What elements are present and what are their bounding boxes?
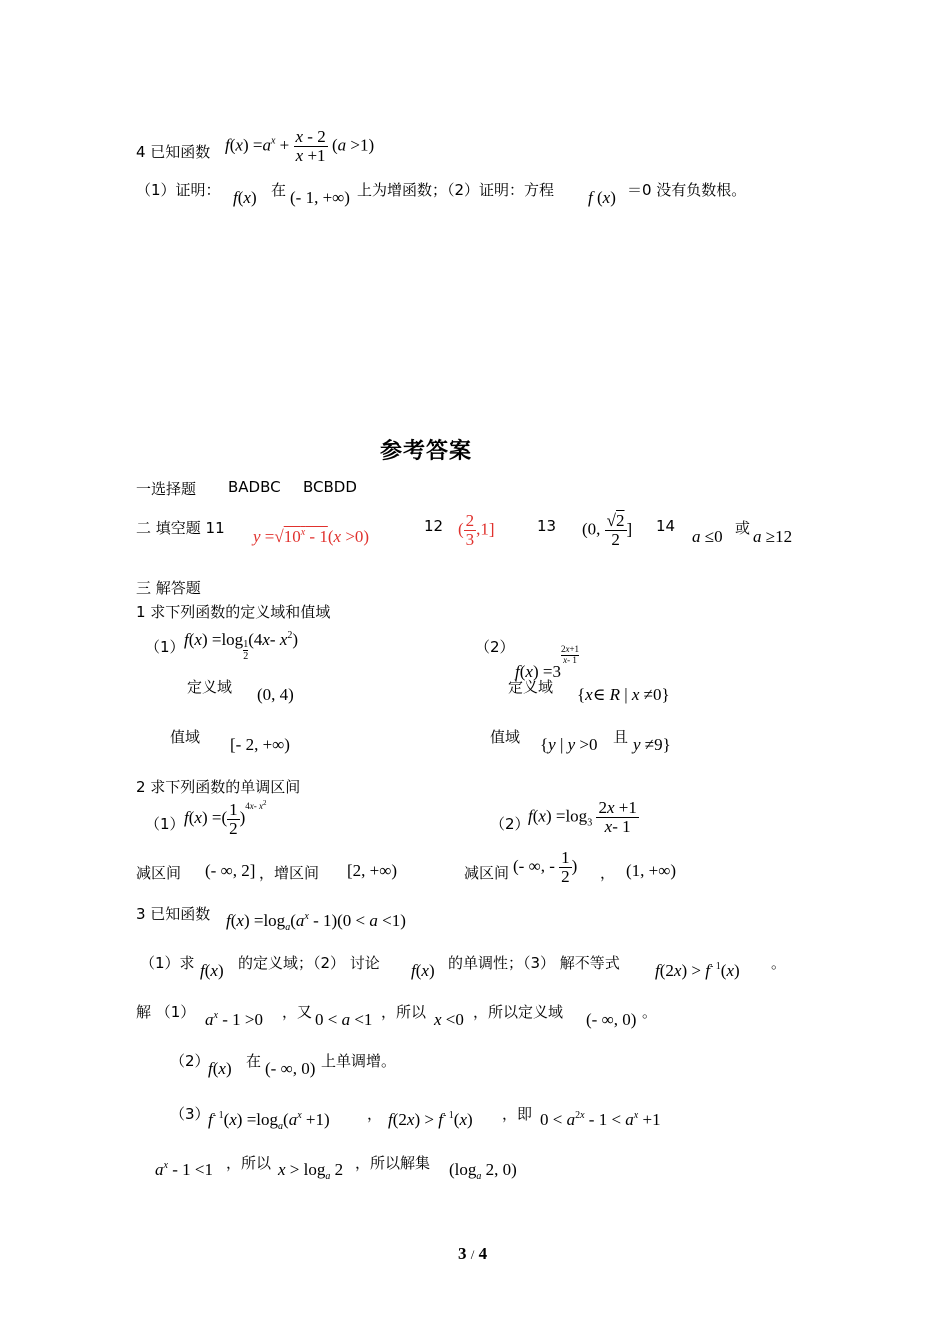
p1-num2: （2） bbox=[475, 638, 515, 656]
p2-dec-2: (- ∞, - $\frac{1}{2}$ ) bbox=[513, 848, 578, 886]
num-12: 12 bbox=[424, 517, 444, 535]
p3-fx-2: f(x) bbox=[411, 961, 435, 980]
p1-num1: （1） bbox=[145, 638, 185, 656]
answer-14b: a ≥12 bbox=[753, 527, 793, 546]
p2-num1: （1） bbox=[145, 815, 185, 833]
p3-s3-num: （3） bbox=[170, 1105, 210, 1123]
p3-fx-1: f(x) bbox=[200, 961, 224, 980]
q4-fx-2: f (x) bbox=[588, 188, 616, 207]
p3-q-c: 的单调性；（3） 解不等式 bbox=[448, 954, 620, 972]
p1-domain-2: {x∈ R | x ≠0} bbox=[577, 685, 670, 704]
p3-s2-num: （2） bbox=[170, 1052, 210, 1070]
q4-interval: (- 1, +∞) bbox=[290, 188, 350, 207]
p1-range-2b: y ≠9} bbox=[633, 735, 671, 754]
answer-12: ( $\frac{2}{3}$ ,1] bbox=[458, 511, 495, 549]
p3-s2-rest: 上单调增。 bbox=[321, 1052, 397, 1070]
p2-func2: $f(x) =\log_3$ $\frac{2x +1}{x- 1}$ bbox=[528, 798, 637, 836]
p1-domain-label-2: 定义域 bbox=[508, 678, 554, 696]
p1-func1: f(x) =log $\frac{1}{2}$ (4x- $x^2$) bbox=[184, 630, 299, 662]
p3-inequality: $f(2x) > f^{- 1}(x)$ bbox=[655, 961, 740, 980]
p2-heading: 2 求下列函数的单调区间 bbox=[136, 778, 301, 796]
p1-heading: 1 求下列函数的定义域和值域 bbox=[136, 603, 331, 621]
sec3-label: 三 解答题 bbox=[136, 579, 201, 597]
p2-dec-2b: (1, +∞) bbox=[626, 861, 677, 880]
p3-s2-zai: 在 bbox=[246, 1052, 262, 1070]
p2-comma: ， bbox=[600, 864, 616, 882]
p3-s3-ji: ，即 bbox=[502, 1105, 533, 1123]
p3-s2-fx: f(x) bbox=[208, 1059, 232, 1078]
sec2-label: 二 填空题 11 bbox=[136, 519, 225, 537]
q4-fx: f(x) bbox=[233, 188, 257, 207]
q4-part1-prefix: （1）证明： bbox=[136, 181, 221, 199]
p2-num2: （2） bbox=[490, 815, 530, 833]
p1-range-and: 且 bbox=[613, 728, 629, 746]
p3-s3-m3: $0 < a^{2x} - 1 < a^x +1$ bbox=[540, 1110, 661, 1129]
p3-s2-interval: (- ∞, 0) bbox=[265, 1059, 316, 1078]
p1-range-label-1: 值域 bbox=[170, 728, 201, 746]
p3-s1-m3: x <0 bbox=[434, 1010, 464, 1029]
p1-range-label-2: 值域 bbox=[490, 728, 521, 746]
q4-label: 4 已知函数 bbox=[136, 143, 211, 161]
p3-s3-m2: $f(2x) > f^{- 1}(x)$ bbox=[388, 1110, 473, 1129]
p2-inc-1: [2, +∞) bbox=[347, 861, 398, 880]
answers-title: 参考答案 bbox=[380, 439, 473, 464]
p2-dec-label-1: 减区间 bbox=[136, 864, 182, 882]
p3-s4-t2: ，所以解集 bbox=[355, 1154, 431, 1172]
page-total: 4 bbox=[478, 1244, 488, 1263]
num-14: 14 bbox=[656, 517, 676, 535]
p1-domain-1: (0, 4) bbox=[257, 685, 294, 704]
p3-s4-m2: $x > \log_a 2$ bbox=[278, 1160, 344, 1182]
num-13: 13 bbox=[537, 517, 557, 535]
answer-14a: a ≤0 bbox=[692, 527, 723, 546]
p3-final-answer: ($\log_a$ 2, 0) bbox=[449, 1160, 517, 1182]
q4-part1-rest: 上为增函数；（2）证明：方程 bbox=[357, 181, 555, 199]
p3-s1-t2: ，所以 bbox=[381, 1003, 427, 1021]
p3-s1-end: 。 bbox=[642, 1003, 658, 1021]
p2-inc-label: ，增区间 bbox=[259, 864, 320, 882]
p1-range-1: [- 2, +∞) bbox=[230, 735, 290, 754]
p3-q-end: 。 bbox=[771, 954, 787, 972]
answer-13: (0, $\frac{√2}{2}$ ] bbox=[582, 511, 633, 549]
q4-zai: 在 bbox=[271, 181, 287, 199]
or-word: 或 bbox=[735, 519, 751, 537]
p1-domain-label-1: 定义域 bbox=[187, 678, 233, 696]
p3-s4-m1: $a^x - 1 <1$ bbox=[155, 1160, 213, 1179]
p3-q-b: 的定义域；（2） 讨论 bbox=[238, 954, 380, 972]
p2-func1: f(x) =( $\frac{1}{2}$ )$^{4x- x^2}$ bbox=[184, 799, 267, 838]
sec1-answers-b: BCBDD bbox=[303, 478, 357, 496]
answer-11: $y =√10^x - 1(x >0)$ bbox=[253, 527, 370, 546]
q4-function: $f(x) =a^x$ + $\frac{x - 2}{x +1}$ (a >1) bbox=[225, 127, 375, 165]
p3-sol-label: 解 （1） bbox=[136, 1003, 196, 1021]
p3-s1-m2: 0 < a <1 bbox=[315, 1010, 373, 1029]
page-number bbox=[458, 1244, 487, 1264]
p2-dec-label-2: 减区间 bbox=[464, 864, 510, 882]
page-separator: / bbox=[470, 1247, 475, 1262]
p1-range-2a: {y | y >0 bbox=[540, 735, 598, 754]
p3-s3-c1: ， bbox=[367, 1105, 383, 1123]
p3-s4-t1: ，所以 bbox=[226, 1154, 272, 1172]
p3-s1-t1: ，又 bbox=[282, 1003, 313, 1021]
q4-part2-rest: ＝0 没有负数根。 bbox=[627, 181, 747, 199]
p3-func: $f(x) =\log_a(a^x - 1)(0 < a <1)$ bbox=[226, 911, 406, 933]
p1-func2: f(x) =3 $\frac{2x+1}{x- 1}$ bbox=[515, 644, 580, 681]
p3-s1-t3: ，所以定义域 bbox=[473, 1003, 564, 1021]
p2-dec-1: (- ∞, 2] bbox=[205, 861, 256, 880]
p3-s1-m4: (- ∞, 0) bbox=[586, 1010, 637, 1029]
sec1-label: 一选择题 bbox=[136, 480, 197, 498]
sec1-answers-a: BADBC bbox=[228, 478, 281, 496]
page-current: 3 bbox=[458, 1244, 467, 1263]
p3-q-a: （1）求 bbox=[140, 954, 195, 972]
p3-s1-m1: $a^x - 1 >0$ bbox=[205, 1010, 263, 1029]
p3-label: 3 已知函数 bbox=[136, 905, 211, 923]
p3-s3-m1: $f^{- 1}(x) =\log_a(a^x +1)$ bbox=[208, 1110, 330, 1132]
